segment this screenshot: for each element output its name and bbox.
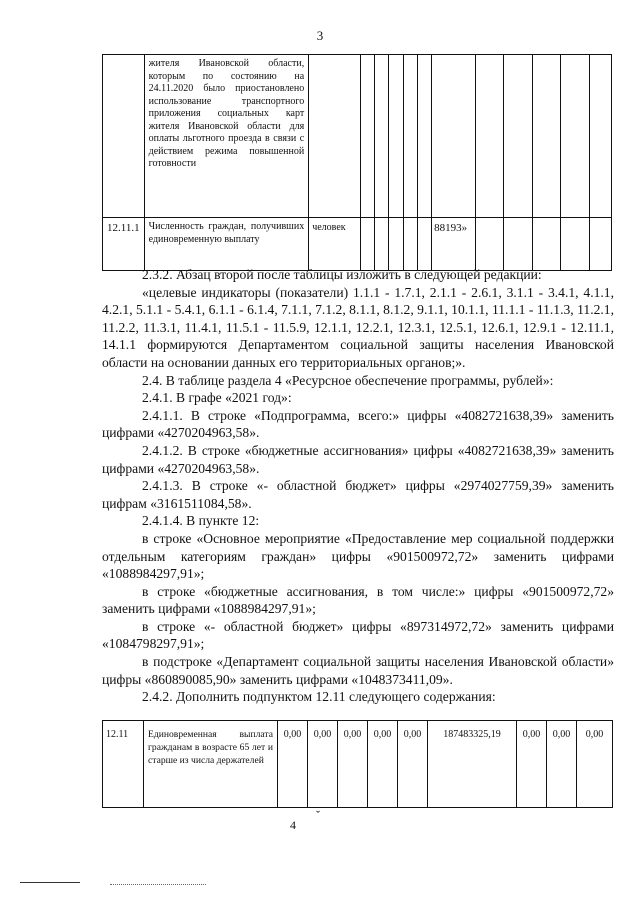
value-cell: 0,00: [517, 721, 547, 808]
footer-mark: 4: [290, 818, 296, 832]
value-cell: [375, 218, 389, 271]
table-row: [103, 721, 613, 808]
value-cell: [475, 218, 503, 271]
value-cell: [417, 218, 431, 271]
paragraph: 2.4.1.1. В строке «Подпрограмма, всего:» цифры «4082721638,39» заменить цифрами «4270204963,58».: [102, 407, 614, 441]
page-number: 3: [316, 28, 324, 43]
footer-rule: [20, 882, 80, 883]
paragraph: 2.4.2. Дополнить подпунктом 12.11 следующего содержания:: [142, 689, 496, 705]
paragraph: в подстроке «Департамент социальной защиты населения Ивановской области» цифры «860890085,90» заменить цифрами «1048373411,09».: [102, 654, 614, 687]
value-cell: 0,00: [368, 721, 398, 808]
row-description: Единовременная выплата гражданам в возрасте 65 лет и старше из числа держателей: [144, 721, 278, 808]
value-cell: [417, 55, 431, 218]
value-cell: [561, 55, 589, 218]
paragraph: 2.4.1.4. В пункте 12:: [142, 513, 260, 529]
paragraph: «целевые индикаторы (показатели) 1.1.1 - 1.7.1, 2.1.1 - 2.6.1, 3.1.1 - 3.4.1, 4.1.1, 4.2.1, 5.1.1 - 5.4.1, 6.1.1 - 6.1.4, 7.1.1, 7.1.2, 8.1.1, 8.1.2, 9.1.1, 10.1.1, 11.1.1 - 11.1.3, 11.2.1, 11.2.2, 11.3.1, 11.4.1, 11.5.1 - 11.5.9, 12.1.1, 12.2.1, 12.3.1, 12.5.1, 12.6.1, 12.9.1 - 12.11.1, 14.1.1 формируются Департаментом социальной защиты населения Ивановской области на основании данных его территориальных органов;».: [102, 284, 614, 370]
value-cell: 0,00: [398, 721, 428, 808]
value-cell: [475, 55, 503, 218]
value-cell: [389, 55, 403, 218]
footer-rule-dotted: [110, 884, 206, 885]
value-cell: 0,00: [577, 721, 613, 808]
row-description: Численность граждан, получивших единовременную выплату: [144, 218, 309, 271]
value-cell: [403, 218, 417, 271]
row-code: 12.11.1: [103, 218, 145, 271]
resource-table: [102, 720, 613, 808]
value-cell: 88193»: [432, 218, 476, 271]
body-text: [102, 266, 614, 706]
paragraph: 2.4.1.2. В строке «бюджетные ассигнования» цифры «4082721638,39» заменить цифрами «4270204963,58».: [102, 442, 614, 476]
value-cell: 0,00: [278, 721, 308, 808]
ink-mark: ˇ: [316, 808, 320, 822]
value-cell: 0,00: [338, 721, 368, 808]
paragraph: 2.3.2. Абзац второй после таблицы изложить в следующей редакции:: [142, 267, 542, 282]
value-cell: [561, 218, 589, 271]
paragraph: 2.4.1. В графе «2021 год»:: [142, 390, 292, 406]
value-cell: 0,00: [547, 721, 577, 808]
paragraph: 2.4.1.3. В строке «- областной бюджет» цифры «2974027759,39» заменить цифрам «3161511084,58».: [102, 478, 614, 511]
table-row: [103, 218, 612, 271]
value-cell: [389, 218, 403, 271]
paragraph: в строке «- областной бюджет» цифры «897314972,72» заменить цифрами «1084798297,91»;: [102, 618, 614, 652]
value-cell: [589, 218, 611, 271]
value-cell: [589, 55, 611, 218]
value-cell: 187483325,19: [428, 721, 517, 808]
value-cell: [361, 218, 375, 271]
value-cell: [504, 55, 532, 218]
value-cell: [361, 55, 375, 218]
value-cell: [532, 218, 560, 271]
row-code: [103, 55, 145, 218]
value-cell: [375, 55, 389, 218]
row-unit: человек: [309, 218, 361, 271]
value-cell: 0,00: [308, 721, 338, 808]
paragraph: в строке «Основное мероприятие «Предоставление мер социальной поддержки отдельным категориям граждан» цифры «901500972,72» заменить цифрами «1088984297,91»;: [102, 530, 614, 582]
value-cell: [532, 55, 560, 218]
value-cell: [504, 218, 532, 271]
row-description: жителя Ивановской области, которым по состоянию на 24.11.2020 было приостановлено использование транспортного приложения социальных карт жителя Ивановской области для оплаты льготного проезда в связи с действием режима повышенной готовности: [144, 55, 309, 218]
row-unit: [309, 55, 361, 218]
indicator-table: [102, 54, 612, 271]
row-code: 12.11: [103, 721, 144, 808]
paragraph: 2.4. В таблице раздела 4 «Ресурсное обеспечение программы, рублей»:: [142, 372, 554, 388]
value-cell: [403, 55, 417, 218]
table-row: [103, 55, 612, 218]
paragraph: в строке «бюджетные ассигнования, в том числе:» цифры «901500972,72» заменить цифрами «1088984297,91»;: [102, 583, 614, 617]
value-cell: [432, 55, 476, 218]
